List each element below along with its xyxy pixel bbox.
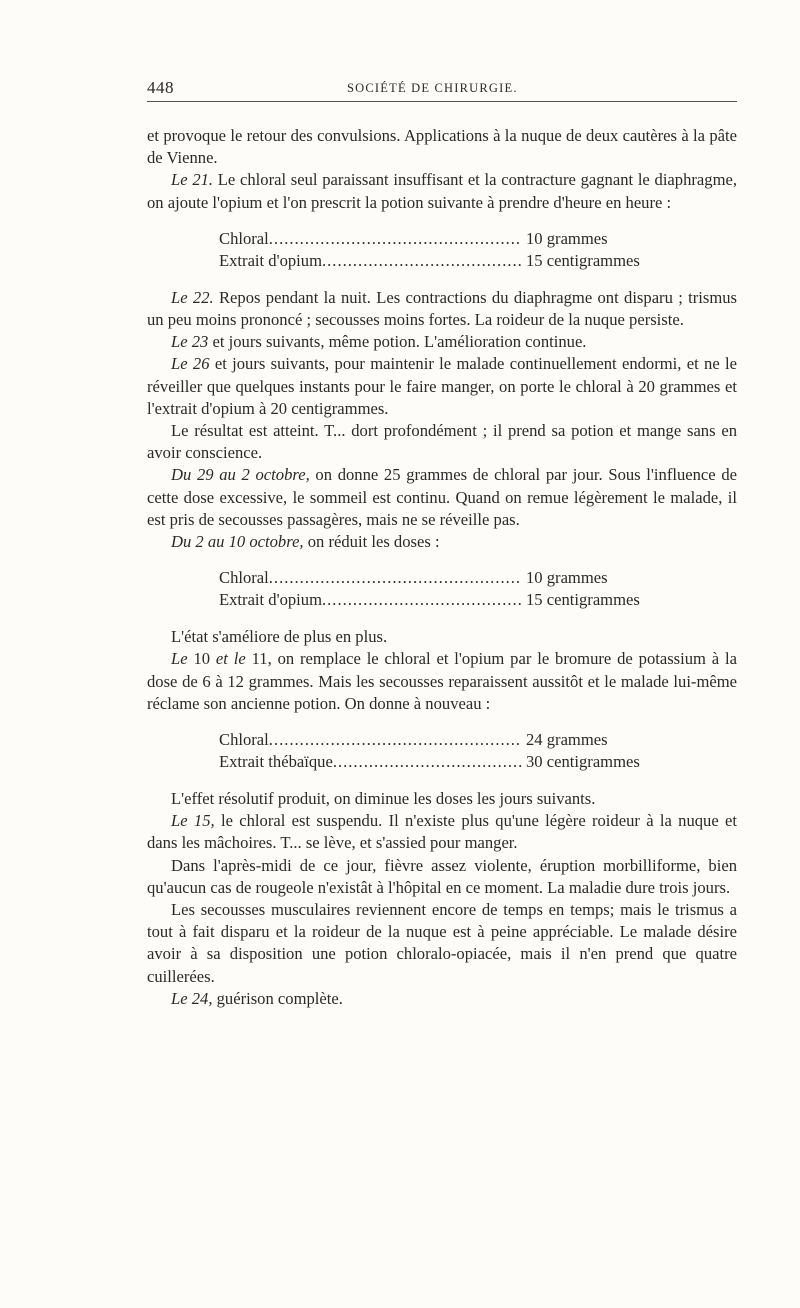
header-title: SOCIÉTÉ DE CHIRURGIE.	[347, 81, 518, 95]
paragraph: Le 15, le chloral est suspendu. Il n'existe plus qu'une légère roideur à la nuque et dans les mâchoires. T... se lève, et s'assied pour manger.	[147, 811, 738, 853]
prescription-2	[219, 567, 669, 611]
paragraph: Dans l'après-midi de ce jour, fièvre assez violente, éruption morbilliforme, bien qu'aucun cas de rougeole n'existât à l'hôpital en ce moment. La maladie dure trois jours.	[147, 855, 737, 897]
paragraph: L'état s'améliore de plus en plus.	[171, 627, 388, 647]
ingredient-quantity: 24 grammes	[526, 730, 608, 750]
paragraph: Du 29 au 2 octobre, on donne 25 grammes de chloral par jour. Sous l'influence de cette dose excessive, le sommeil est continu. Quand on remue légèrement le malade, il est pris de secousses passagères, mais ne se réveille pas.	[147, 465, 737, 529]
prescription-row	[219, 589, 669, 611]
ingredient-name: Extrait d'opium	[219, 250, 322, 270]
paragraph: Le résultat est atteint. T... dort profondément ; il prend sa potion et mange sans en avoir conscience.	[147, 421, 737, 463]
ingredient-name: Extrait d'opium	[219, 590, 322, 610]
body-text	[147, 125, 737, 1010]
paragraph: Le 22. Repos pendant la nuit. Les contractions du diaphragme ont disparu ; trismus un peu moins prononcé ; secousses moins fortes. La roideur de la nuque persiste.	[147, 287, 738, 330]
prescription-3	[219, 729, 669, 773]
date-label: et le	[215, 649, 246, 669]
paragraph: Le 24, guérison complète.	[171, 988, 343, 1008]
ingredient-name: Chloral	[219, 228, 269, 248]
paragraph: Le 21. Le chloral seul paraissant insuffisant et la contracture gagnant le diaphragme, on ajoute l'opium et l'on prescrit la potion suivante à prendre d'heure en heure :	[147, 170, 737, 212]
prescription-row	[219, 567, 669, 589]
paragraph: Les secousses musculaires reviennent encore de temps en temps; mais le trismus a tout à fait disparu et la roideur de la nuque est à peine appréciable. Le malade désire avoir à sa disposition une potion chloralo-opiacée, mais il n'en prend que quatre cuillerées.	[147, 900, 737, 986]
date-label: Le 26	[171, 354, 210, 374]
ingredient-name: Chloral	[219, 568, 269, 588]
prescription-row	[219, 228, 669, 250]
prescription-1	[219, 228, 669, 272]
date-label: Le 15,	[171, 811, 215, 831]
ingredient-name: Chloral	[219, 730, 269, 750]
ingredient-quantity: 10 grammes	[526, 228, 608, 248]
header-rule	[147, 101, 737, 102]
paragraph: et provoque le retour des convulsions. Applications à la nuque de deux cautères à la pâte de Vienne.	[147, 126, 737, 168]
prescription-row	[219, 751, 669, 773]
paragraph: Le 26 et jours suivants, pour maintenir le malade continuellement endormi, et ne le réveiller que quelques instants pour le faire manger, on porte le chloral à 20 grammes et l'extrait d'opium à 20 centigrammes.	[147, 354, 737, 418]
paragraph: L'effet résolutif produit, on diminue les doses les jours suivants.	[171, 789, 596, 809]
date-label: Le 23	[171, 332, 209, 352]
date-label: Le 21.	[171, 170, 214, 190]
date-label: Le	[171, 649, 188, 669]
date-label: Du 2 au 10 octobre,	[171, 532, 304, 552]
page-number: 448	[147, 78, 174, 97]
ingredient-name: Extrait thébaïque	[219, 752, 333, 772]
ingredient-quantity: 15 centigrammes	[526, 250, 640, 270]
paragraph: Du 2 au 10 octobre, on réduit les doses :	[171, 532, 440, 552]
prescription-row	[219, 250, 669, 272]
paragraph: Le 23 et jours suivants, même potion. L'amélioration continue.	[171, 332, 587, 352]
ingredient-quantity: 15 centigrammes	[526, 590, 640, 610]
date-label: Le 22.	[171, 287, 214, 307]
date-label: Du 29 au 2 octobre,	[171, 465, 310, 485]
paragraph: Le 10 et le 11, on remplace le chloral et l'opium par le bromure de potassium à la dose de 6 à 12 grammes. Mais les secousses reparaissent aussitôt et le malade lui-même réclame son ancienne potion. On donne à nouveau :	[147, 649, 738, 713]
date-label: Le 24,	[171, 988, 213, 1008]
prescription-row	[219, 729, 669, 751]
ingredient-quantity: 30 centigrammes	[526, 752, 640, 772]
ingredient-quantity: 10 grammes	[526, 568, 608, 588]
running-head	[147, 78, 737, 100]
